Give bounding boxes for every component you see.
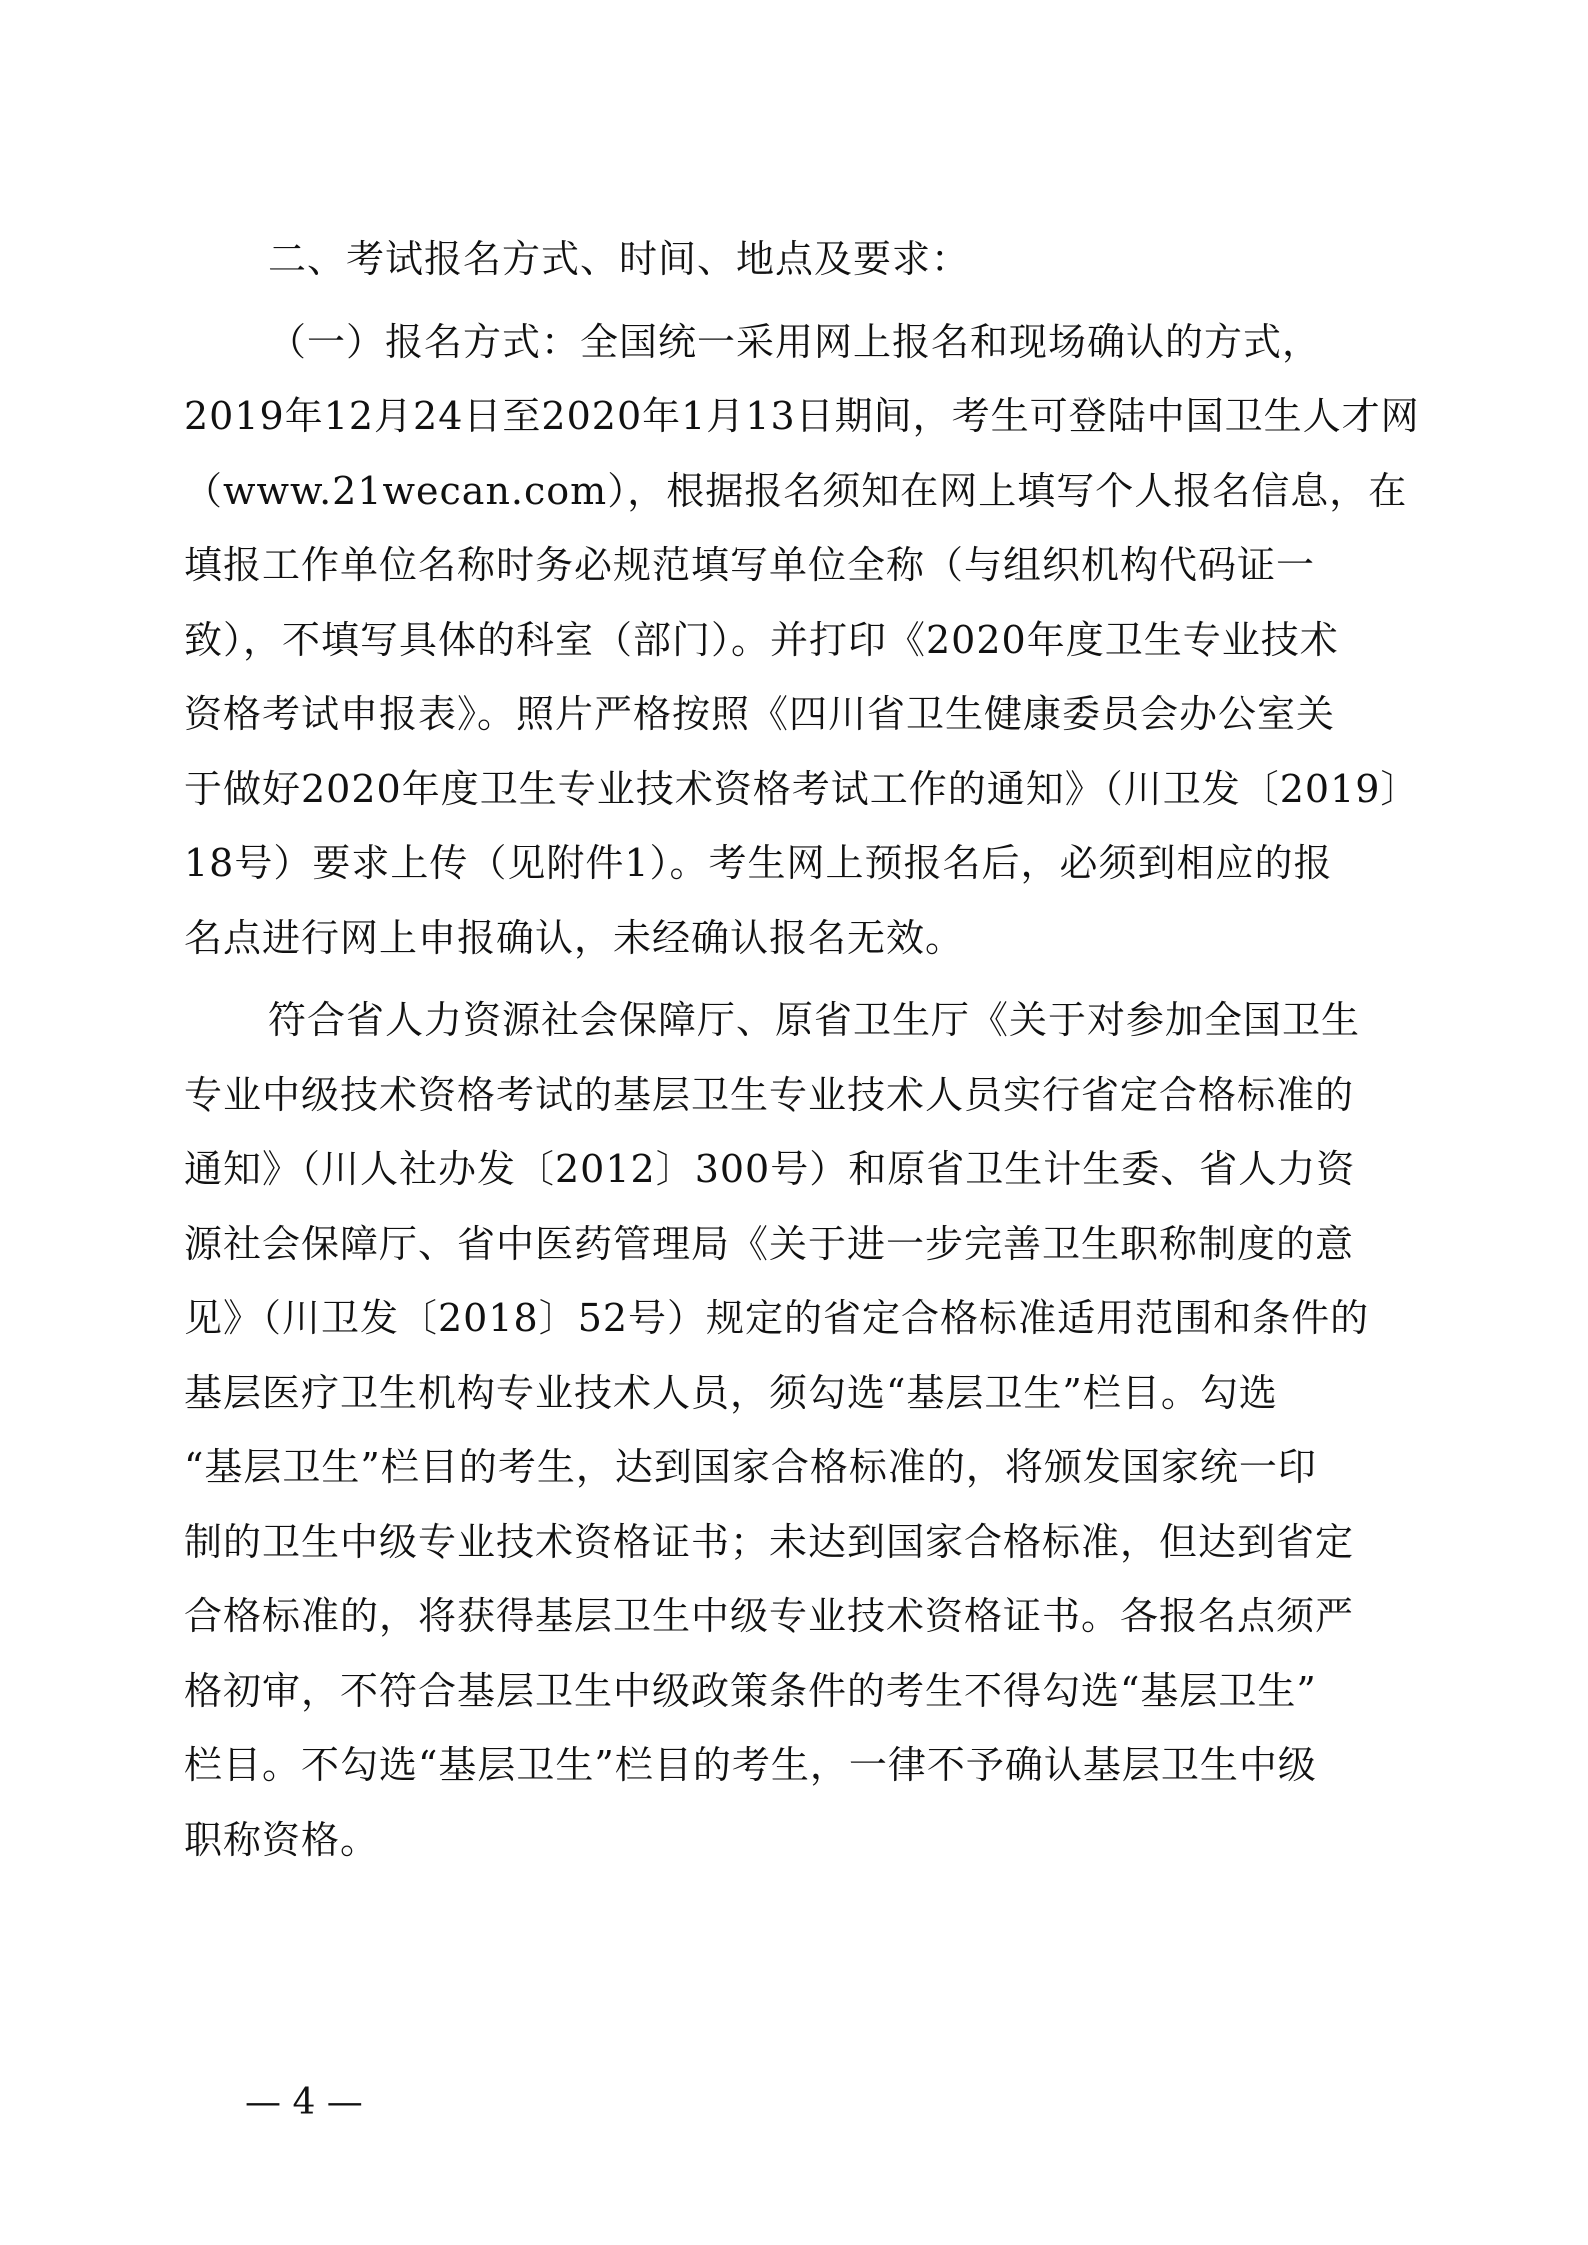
paragraph-line: 制的卫生中级专业技术资格证书；未达到国家合格标准，但达到省定 [184, 1519, 1355, 1564]
paragraph-line: 合格标准的，将获得基层卫生中级专业技术资格证书。各报名点须严 [184, 1594, 1355, 1638]
paragraph-line: 职称资格。 [184, 1817, 380, 1862]
section-heading: 二、考试报名方式、时间、地点及要求： [268, 237, 971, 281]
paragraph-line: 源社会保障厅、省中医药管理局《关于进一步完善卫生职称制度的意 [184, 1221, 1355, 1266]
paragraph-line: 2019年12月24日至2020年1月13日期间，考生可登陆中国卫生人才网 [184, 394, 1420, 438]
paragraph-line: 18号）要求上传（见附件1）。考生网上预报名后，必须到相应的报 [184, 841, 1333, 885]
paragraph-line: 栏目。不勾选“基层卫生”栏目的考生，一律不予确认基层卫生中级 [184, 1743, 1317, 1787]
paragraph-line: “基层卫生”栏目的考生，达到国家合格标准的，将颁发国家统一印 [184, 1445, 1317, 1489]
paragraph-line: 格初审，不符合基层卫生中级政策条件的考生不得勾选“基层卫生” [184, 1668, 1317, 1713]
paragraph-line: （一）报名方式：全国统一采用网上报名和现场确认的方式， [268, 319, 1322, 364]
paragraph-line: 填报工作单位名称时务必规范填写单位全称（与组织机构代码证一 [184, 543, 1316, 587]
page-number: — 4 — [245, 2082, 363, 2123]
paragraph-line: （www.21wecan.com），根据报名须知在网上填写个人报名信息，在 [184, 468, 1408, 513]
paragraph-line: 专业中级技术资格考试的基层卫生专业技术人员实行省定合格标准的 [184, 1072, 1355, 1117]
paragraph-line: 基层医疗卫生机构专业技术人员，须勾选“基层卫生”栏目。勾选 [184, 1370, 1278, 1415]
paragraph-line: 符合省人力资源社会保障厅、原省卫生厅《关于对参加全国卫生 [268, 998, 1361, 1042]
paragraph-line: 资格考试申报表》。照片严格按照《四川省卫生健康委员会办公室关 [184, 692, 1336, 736]
paragraph-line: 于做好2020年度卫生专业技术资格考试工作的通知》（川卫发〔2019〕 [184, 766, 1420, 811]
document-body [184, 222, 1429, 1877]
paragraph-line: 致），不填写具体的科室（部门）。并打印《2020年度卫生专业技术 [184, 617, 1339, 662]
paragraph-line: 见》（川卫发〔2018〕52号）规定的省定合格标准适用范围和条件的 [184, 1296, 1370, 1340]
paragraph-line: 名点进行网上申报确认，未经确认报名无效。 [184, 915, 965, 960]
paragraph-line: 通知》（川人社办发〔2012〕300号）和原省卫生计生委、省人力资 [184, 1147, 1356, 1191]
